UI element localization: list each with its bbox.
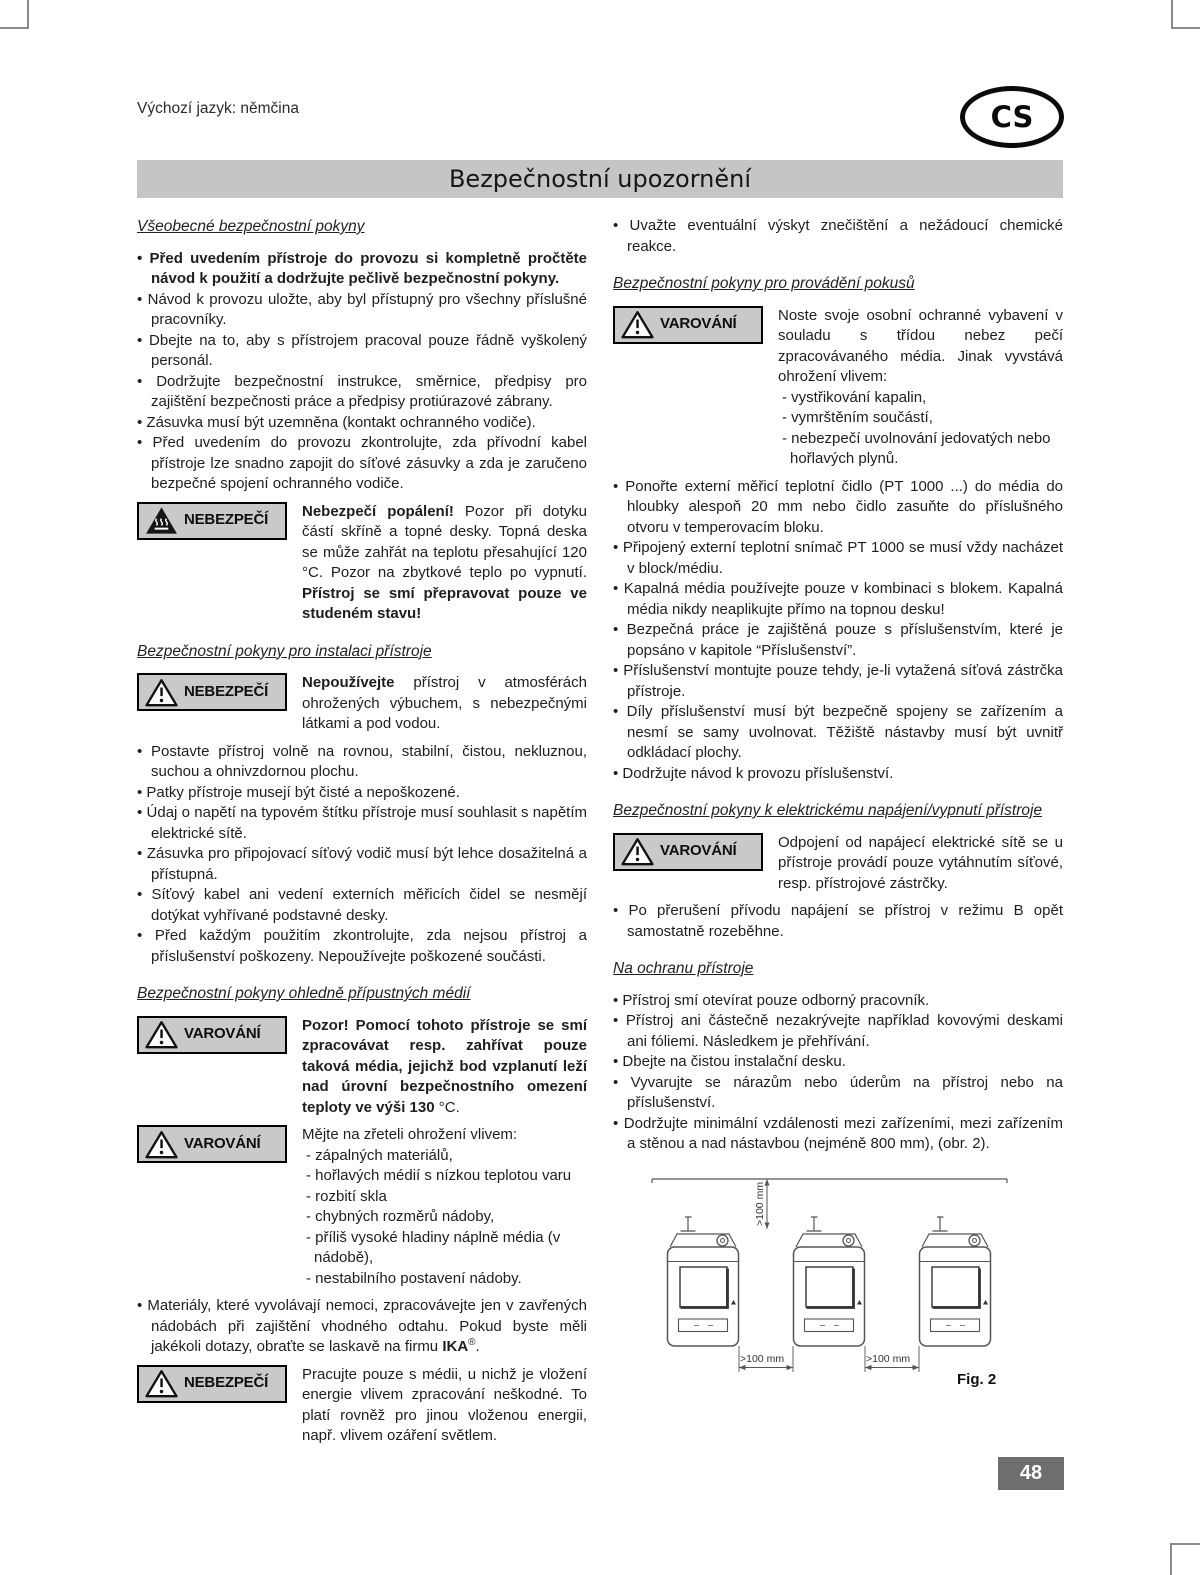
warning-label: VAROVÁNÍ <box>184 1134 261 1152</box>
bullet-item: • Bezpečná práce je zajištěná pouze s příslušenstvím, které je popsáno v kapitole “Příslušenství”. <box>613 620 1063 661</box>
danger-signal-box <box>137 673 287 711</box>
warning-triangle-icon <box>621 310 654 339</box>
page-title: Bezpečnostní upozornění <box>137 160 1063 198</box>
bullet-item: • Uvažte eventuální výskyt znečištění a nežádoucí chemické reakce. <box>613 216 1063 257</box>
warning-power-text: Odpojení od napájecí elektrické sítě se u přístroje provádí pouze vytáhnutím síťové, resp. přístrojové zástrčky. <box>778 833 1063 892</box>
column-right <box>613 216 1063 1454</box>
column-left <box>137 216 587 1454</box>
figure-min-distances <box>639 1171 1063 1410</box>
warning-ppe-block <box>613 306 1063 470</box>
dash-item: - příliš vysoké hladiny náplně média (v nádobě), <box>306 1228 561 1266</box>
section-heading-power: Bezpečnostní pokyny k elektrickému napájení/vypnutí přístroje <box>613 802 1043 819</box>
crop-mark-top-right <box>1171 27 1200 29</box>
bullet-item: • Údaj o napětí na typovém štítku přístroje musí souhlasit s napětím elektrické sítě. <box>137 803 587 844</box>
content-columns <box>137 216 1063 1454</box>
warning-hazards-intro: Mějte na zřeteli ohrožení vlivem: <box>302 1126 518 1143</box>
section-heading-media: Bezpečnostní pokyny ohledně přípustných médií <box>137 985 471 1002</box>
bullet-item: • Připojený externí teplotní snímač PT 1000 se musí vždy nacházet v block/médiu. <box>613 538 1063 579</box>
bullet-item: • Síťový kabel ani vedení externích měřicích čidel se nesmějí dotýkat vyhřívané podstavné desky. <box>137 885 587 926</box>
bullet-item: • Po přerušení přívodu napájení se přístroj v režimu B opět samostatně rozeběhne. <box>613 901 1063 942</box>
warning-signal-box <box>613 833 763 871</box>
bullet-item: • Dodržujte bezpečnostní instrukce, směrnice, předpisy pro zajištění bezpečnosti práce a předpisy protiúrazové zábrany. <box>137 372 587 413</box>
figure-wall-line <box>652 1179 1007 1183</box>
warning-ppe-text <box>778 306 1063 470</box>
section-heading-experiments: Bezpečnostní pokyny pro provádění pokusů <box>613 275 915 292</box>
warning-signal-box <box>137 1125 287 1163</box>
language-note: Výchozí jazyk: němčina <box>137 100 299 117</box>
dash-item: - vymrštěním součástí, <box>782 409 933 426</box>
warning-hazards-text <box>302 1125 587 1289</box>
danger-signal-box <box>137 1365 287 1403</box>
dash-item: - nestabilního postavení nádoby. <box>306 1269 522 1287</box>
bullet-item: • Před každým použitím zkontrolujte, zda nejsou přístroj a příslušenství poškozeny. Nepoužívejte poškozené součásti. <box>137 926 587 967</box>
warning-triangle-icon <box>145 1369 178 1398</box>
danger-signal-box <box>137 502 287 540</box>
warning-signal-box <box>137 1016 287 1054</box>
bullet-item: • Ponořte externí měřicí teplotní čidlo (PT 1000 ...) do média do hloubky alespoň 20 mm nebo čidlo zasuňte do příslušného otvoru v temperovacím bloku. <box>613 477 1063 539</box>
danger-atmosphere-block <box>137 673 587 735</box>
dimension-label-gap2: >100 mm <box>866 1352 911 1365</box>
bullet-item: • Příslušenství montujte pouze tehdy, je-li vytažená síťová zástrčka přístroje. <box>613 661 1063 702</box>
bullet-item: • Dbejte na čistou instalační desku. <box>613 1052 1063 1073</box>
section-heading-protection: Na ochranu přístroje <box>613 960 754 977</box>
bullet-item: • Dodržujte minimální vzdálenosti mezi zařízeními, mezi zařízením a stěnou a nad nástavbou (nejméně 800 mm), (obr. 2). <box>613 1114 1063 1155</box>
crop-mark-top-left <box>27 0 29 29</box>
bullet-item: • Zásuvka pro připojovací síťový vodič musí být lehce dosažitelná a přístupná. <box>137 844 587 885</box>
bullet-item: • Dbejte na to, aby s přístrojem pracoval pouze řádně vyškolený personál. <box>137 331 587 372</box>
language-badge-text: CS <box>990 100 1034 134</box>
danger-burn-block <box>137 502 587 625</box>
device-1 <box>668 1217 739 1346</box>
warning-power-block <box>613 833 1063 895</box>
dash-item: - zápalných materiálů, <box>306 1146 453 1164</box>
device-2 <box>794 1217 865 1346</box>
crop-mark-top-left <box>0 27 29 29</box>
section-heading-installation: Bezpečnostní pokyny pro instalaci přístroje <box>137 642 432 660</box>
bullet-item: • Díly příslušenství musí být bezpečně spojeny se zařízením a nesmí se samy uvolnovat. Těžiště nástavby musí být uvnitř odkládací plochy. <box>613 702 1063 764</box>
crop-mark-top-right <box>1171 0 1173 29</box>
warning-ppe-intro: Noste svoje osobní ochranné vybavení v souladu s třídou nebez pečí zpracovávaného média. Jinak vyvstává ohrožení vlivem: <box>778 306 1063 385</box>
danger-label: NEBEZPEČÍ <box>184 682 269 700</box>
warning-label: VAROVÁNÍ <box>184 1025 261 1043</box>
dimension-label-gap1: >100 mm <box>740 1352 785 1365</box>
dash-item: - nebezpečí uvolnování jedovatých nebo hořlavých plynů. <box>782 429 1051 467</box>
bullet-item: • Před uvedením přístroje do provozu si kompletně pročtěte návod k použití a dodržujte pečlivě bezpečnostní pokyny. <box>137 249 587 290</box>
bullet-item: • Před uvedením do provozu zkontrolujte, zda přívodní kabel přístroje lze snadno zapojit do síťové zásuvky a zda je zaručeno bezpečné spojení ochranného vodiče. <box>137 433 587 495</box>
warning-flashpoint-block <box>137 1016 587 1119</box>
crop-mark-bottom-right <box>1170 1543 1200 1545</box>
dash-item: - chybných rozměrů nádoby, <box>306 1208 495 1225</box>
danger-label: NEBEZPEČÍ <box>184 1374 269 1392</box>
warning-triangle-icon <box>621 837 654 866</box>
device-3 <box>920 1217 991 1346</box>
crop-mark-bottom-right <box>1170 1543 1172 1575</box>
warning-signal-box <box>613 306 763 344</box>
figure-drawing <box>639 1171 1049 1403</box>
bullet-item: • Návod k provozu uložte, aby byl přístupný pro všechny příslušné pracovníky. <box>137 290 587 331</box>
bullet-item: • Vyvarujte se nárazům nebo úderům na přístroj nebo na příslušenství. <box>613 1073 1063 1114</box>
warning-hazards-block <box>137 1125 587 1289</box>
dash-item: - hořlavých médií s nízkou teplotou varu <box>306 1167 572 1184</box>
page-number: 48 <box>998 1457 1064 1490</box>
warning-flashpoint-text: Pozor! Pomocí tohoto přístroje se smí zpracovávat resp. zahřívat pouze taková média, jejichž bod vzplanutí leží nad úrovní bezpečnostního omezení teploty ve výši 130 °C. <box>302 1016 587 1116</box>
danger-energy-text: Pracujte pouze s médii, u nichž je vložení energie vlivem zpracování neškodné. To platí rovněž pro jinou vloženou energii, např. vlivem ozáření světlem. <box>302 1365 587 1444</box>
warning-triangle-icon <box>145 1130 178 1159</box>
bullet-item: • Zásuvka musí být uzemněna (kontakt ochranného vodiče). <box>137 413 587 434</box>
dash-item: - rozbití skla <box>306 1187 387 1205</box>
language-badge <box>960 86 1064 148</box>
registered-mark: ® <box>468 1337 476 1348</box>
warning-label: VAROVÁNÍ <box>660 315 737 333</box>
bullet-item: • Postavte přístroj volně na rovnou, stabilní, čistou, nekluznou, suchou a ohnivzdornou plochu. <box>137 742 587 783</box>
bullet-item: • Přístroj ani částečně nezakrývejte například kovovými deskami ani fóliemi. Následkem je přehřívání. <box>613 1011 1063 1052</box>
danger-atmosphere-text: Nepoužívejte přístroj v atmosférách ohrožených výbuchem, s nebezpečnými látkami a pod vodou. <box>302 674 587 732</box>
figure-caption: Fig. 2 <box>957 1370 997 1388</box>
bullet-item: • Patky přístroje musejí být čisté a nepoškozené. <box>137 783 587 804</box>
warning-label: VAROVÁNÍ <box>660 842 737 860</box>
bullet-item: • Materiály, které vyvolávají nemoci, zpracovávejte jen v zavřených nádobách při zajištění vhodného odtahu. Pokud byste měli jakékoli dotazy, obraťte se laskavě na firmu IKA®. <box>137 1296 587 1358</box>
danger-label: NEBEZPEČÍ <box>184 511 269 529</box>
danger-burn-text: Nebezpečí popálení! Pozor při dotyku částí skříně a topné desky. Topná deska se může zahřát na teplotu přesahující 120 °C. Pozor na zbytkové teplo po vypnutí. Přístroj se smí přepravovat pouze ve studeném stavu! <box>302 502 587 622</box>
bullet-item: • Přístroj smí otevírat pouze odborný pracovník. <box>613 991 1063 1012</box>
bullet-item: • Kapalná média používejte pouze v kombinaci s blokem. Kapalná média nikdy neaplikujte přímo na topnou desku! <box>613 579 1063 620</box>
hot-surface-icon <box>145 506 178 535</box>
warning-triangle-icon <box>145 1020 178 1049</box>
warning-triangle-icon <box>145 678 178 707</box>
bullet-item: • Dodržujte návod k provozu příslušenství. <box>613 764 1063 785</box>
section-heading-general: Všeobecné bezpečnostní pokyny <box>137 218 365 235</box>
dimension-label-top: >100 mm <box>754 1181 766 1226</box>
dash-item: - vystřikování kapalin, <box>782 388 927 406</box>
danger-energy-block <box>137 1365 587 1447</box>
